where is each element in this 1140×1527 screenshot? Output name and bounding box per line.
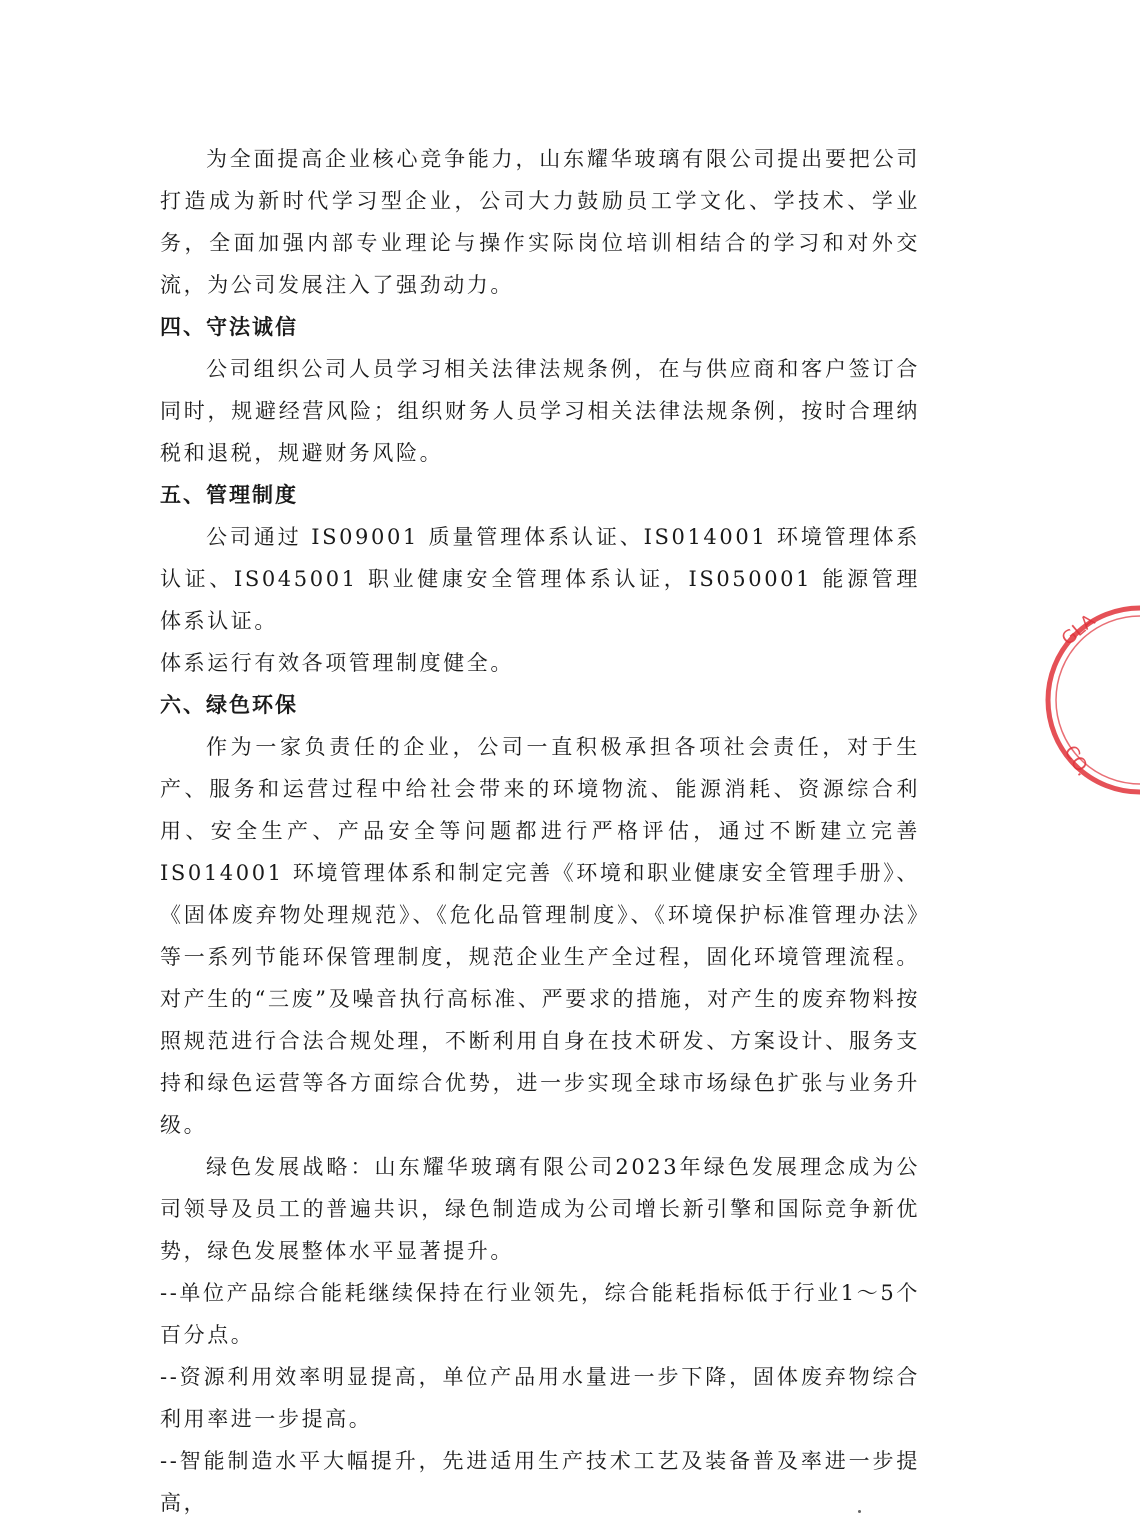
paragraph-section-5-a: 公司通过 IS09001 质量管理体系认证、IS014001 环境管理体系认证、IS045001 职业健康安全管理体系认证，IS050001 能源管理体系认证。 [160,525,920,633]
document-body [160,138,920,1524]
heading-section-4: 四、守法诚信 [160,314,298,339]
paragraph-section-6: 作为一家负责任的企业，公司一直积极承担各项社会责任，对于生产、服务和运营过程中给社会带来的环境物流、能源消耗、资源综合利用、安全生产、产品安全等问题都进行严格评估，通过不断建立完善 IS014001 环境管理体系和制定完善《环境和职业健康安全管理手册》、《固体废弃物处理规范》、《危化品管理制度》、《环境保护标准管理办法》等一系列节能环保管理制度，规范企业生产全过程，固化环境管理流程。对产生的“三废”及噪音执行高标准、严要求的措施，对产生的废弃物料按照规范进行合法合规处理，不断利用自身在技术研发、方案设计、服务支持和绿色运营等各方面综合优势，进一步实现全球市场绿色扩张与业务升级。 [160,735,920,1137]
goal-item-1: --单位产品综合能耗继续保持在行业领先，综合能耗指标低于行业1～5个百分点。 [160,1281,920,1347]
paragraph-section-5-b: 体系运行有效各项管理制度健全。 [160,651,514,675]
heading-section-5: 五、管理制度 [160,482,298,507]
paragraph-section-4: 公司组织公司人员学习相关法律法规条例，在与供应商和客户签订合同时，规避经营风险；组织财务人员学习相关法律法规条例，按时合理纳税和退税，规避财务风险。 [160,357,920,465]
paragraph-intro: 为全面提高企业核心竞争能力，山东耀华玻璃有限公司提出要把公司打造成为新时代学习型企业，公司大力鼓励员工学文化、学技术、学业务，全面加强内部专业理论与操作实际岗位培训相结合的学习和对外交流，为公司发展注入了强劲动力。 [160,147,920,297]
svg-text:CO.: CO. [1059,742,1094,780]
svg-text:GLA: GLA [1057,610,1100,650]
heading-section-6: 六、绿色环保 [160,692,298,717]
paragraph-strategy: 绿色发展战略：山东耀华玻璃有限公司2023年绿色发展理念成为公司领导及员工的普遍共识，绿色制造成为公司增长新引擎和国际竞争新优势，绿色发展整体水平显著提升。 [160,1155,920,1263]
goal-item-2: --资源利用效率明显提高，单位产品用水量进一步下降，固体废弃物综合利用率进一步提高。 [160,1365,920,1431]
scan-speck [858,1510,861,1513]
company-seal-stamp [1010,600,1140,800]
goal-item-3: --智能制造水平大幅提升，先进适用生产技术工艺及装备普及率进一步提高， [160,1449,920,1515]
